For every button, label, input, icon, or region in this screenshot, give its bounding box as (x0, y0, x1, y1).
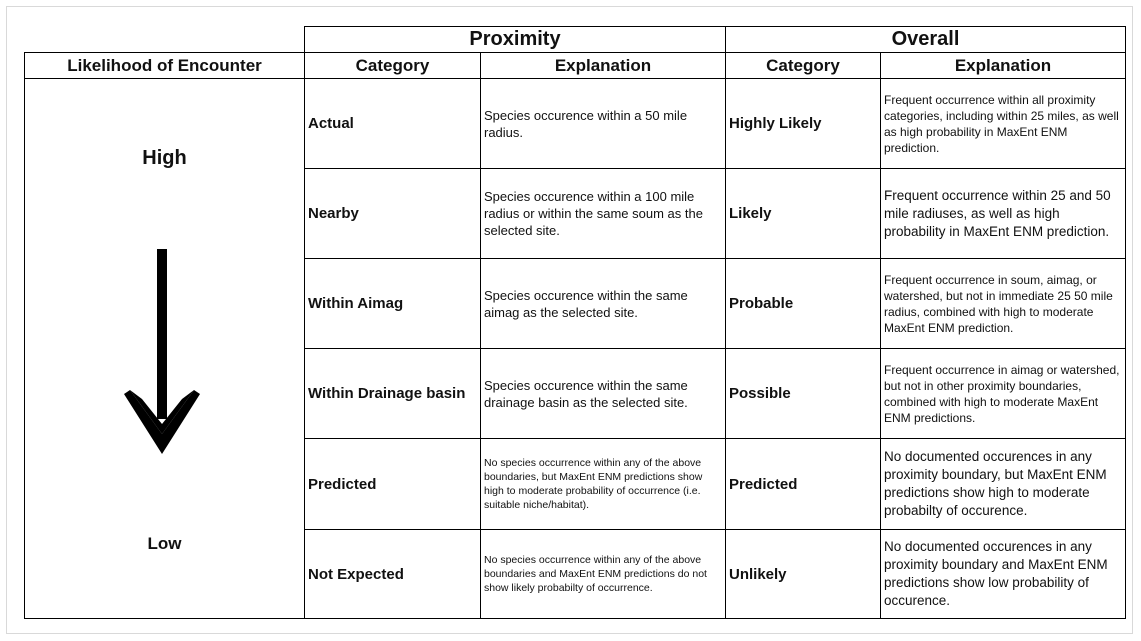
proximity-category-header: Category (305, 53, 481, 79)
encounter-likelihood-table (24, 26, 1126, 619)
table-row (25, 79, 1126, 169)
overall-explanation-cell: Frequent occurrence within all proximity categories, including within 25 miles, as well as high probability in MaxEnt ENM prediction. (881, 79, 1126, 169)
header-blank-cell (25, 27, 305, 53)
proximity-category-cell: Actual (305, 79, 481, 169)
proximity-category-cell: Within Aimag (305, 259, 481, 349)
overall-explanation-header: Explanation (881, 53, 1126, 79)
proximity-category-cell: Predicted (305, 439, 481, 530)
likelihood-low-label: Low (147, 534, 182, 553)
overall-header: Overall (726, 27, 1126, 53)
overall-category-cell: Unlikely (726, 530, 881, 619)
overall-category-cell: Likely (726, 169, 881, 259)
overall-explanation-cell: No documented occurences in any proximity boundary, but MaxEnt ENM predictions show high to moderate probabilty of occurence. (881, 439, 1126, 530)
proximity-explanation-cell: Species occurence within the same aimag as the selected site. (481, 259, 726, 349)
overall-explanation-cell: Frequent occurrence in soum, aimag, or watershed, but not in immediate 25 50 mile radius, combined with high to moderate MaxEnt ENM prediction. (881, 259, 1126, 349)
proximity-explanation-cell: Species occurence within the same drainage basin as the selected site. (481, 349, 726, 439)
proximity-category-cell: Within Drainage basin (305, 349, 481, 439)
overall-category-cell: Probable (726, 259, 881, 349)
overall-explanation-cell: No documented occurences in any proximity boundary and MaxEnt ENM predictions show low probability of occurence. (881, 530, 1126, 619)
proximity-explanation-cell: No species occurrence within any of the above boundaries, but MaxEnt ENM predictions show high to moderate probability of occurrence (i.e. suitable niche/habitat). (481, 439, 726, 530)
proximity-explanation-header: Explanation (481, 53, 726, 79)
proximity-category-cell: Not Expected (305, 530, 481, 619)
overall-explanation-cell: Frequent occurrence within 25 and 50 mile radiuses, as well as high probability in MaxEnt ENM prediction. (881, 169, 1126, 259)
proximity-explanation-cell: No species occurrence within any of the above boundaries and MaxEnt ENM predictions do not show likely probabilty of occurrence. (481, 530, 726, 619)
overall-explanation-cell: Frequent occurrence in aimag or watershed, but not in other proximity boundaries, combined with high to moderate MaxEnt ENM predictions. (881, 349, 1126, 439)
likelihood-high-label: High (142, 147, 187, 169)
proximity-explanation-cell: Species occurence within a 100 mile radius or within the same soum as the selected site. (481, 169, 726, 259)
proximity-explanation-cell: Species occurence within a 50 mile radius. (481, 79, 726, 169)
likelihood-header: Likelihood of Encounter (25, 53, 305, 79)
overall-category-cell: Highly Likely (726, 79, 881, 169)
down-arrow-icon (122, 249, 202, 454)
overall-category-cell: Predicted (726, 439, 881, 530)
overall-category-header: Category (726, 53, 881, 79)
overall-category-cell: Possible (726, 349, 881, 439)
proximity-category-cell: Nearby (305, 169, 481, 259)
proximity-header: Proximity (305, 27, 726, 53)
likelihood-scale-cell (25, 79, 305, 619)
